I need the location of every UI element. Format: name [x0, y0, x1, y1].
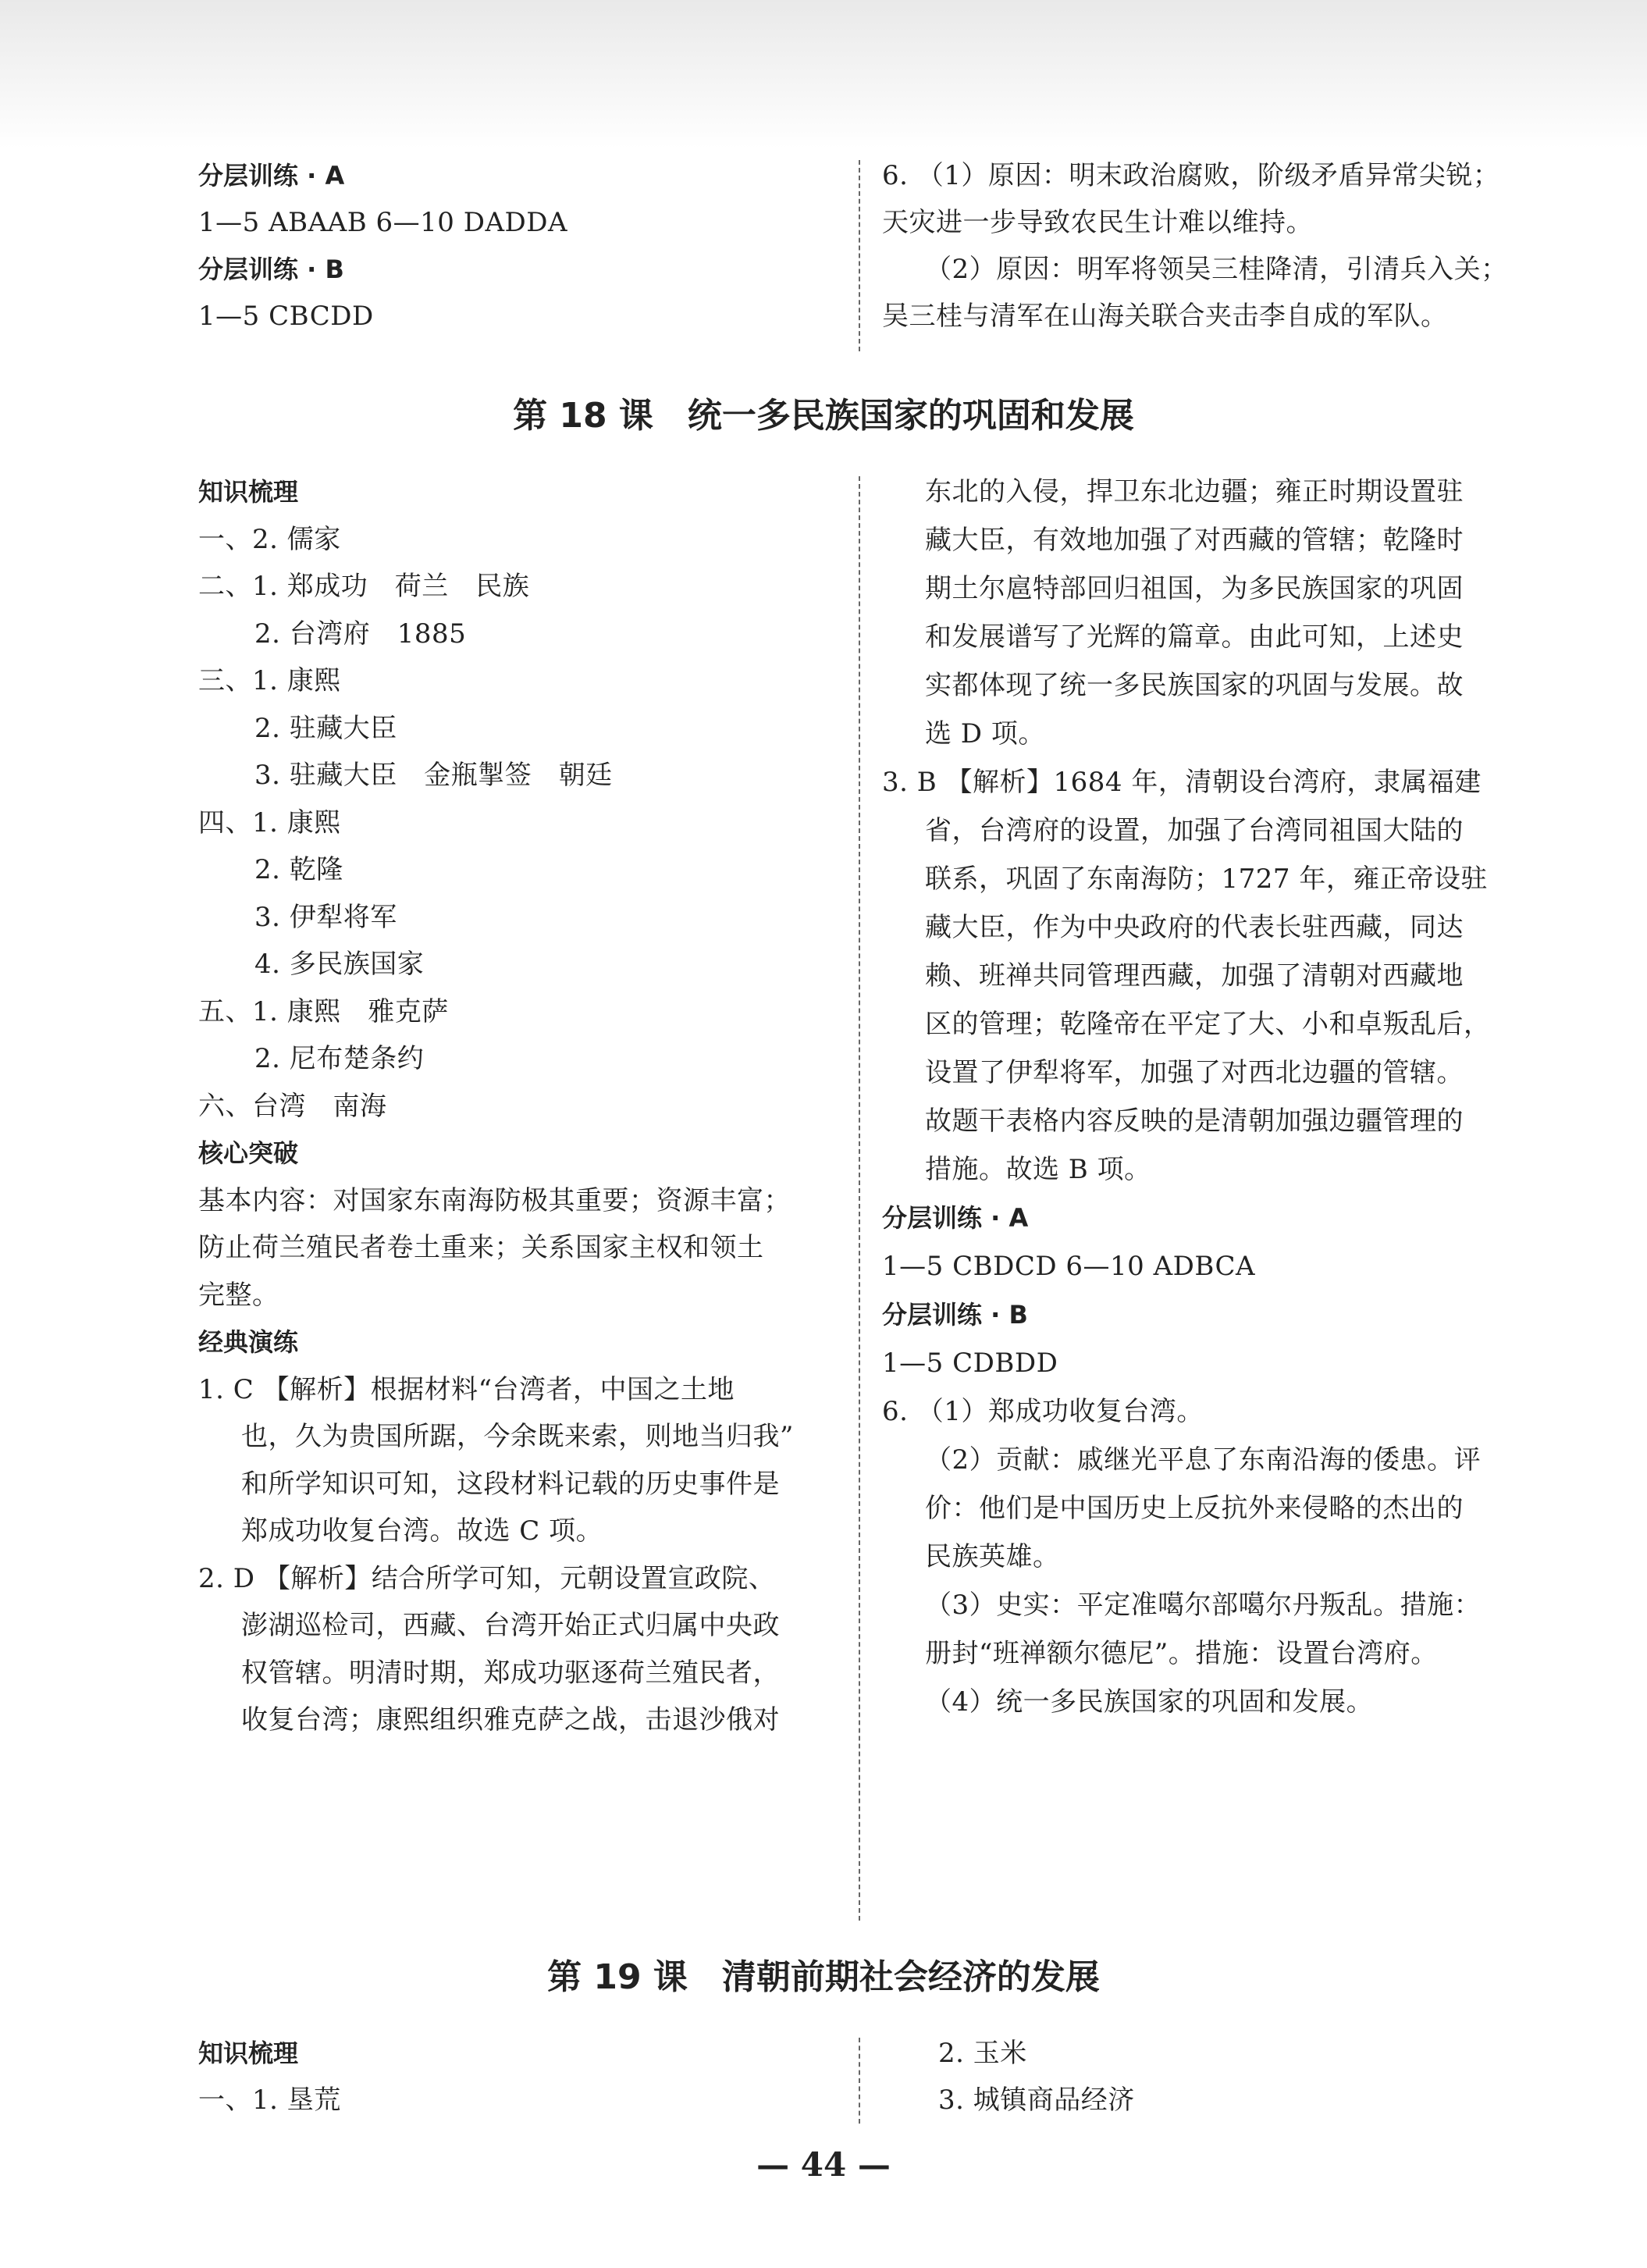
text-line: 区的管理；乾隆帝在平定了大、小和卓叛乱后， [925, 1009, 1491, 1040]
lesson-18-title: 第 18 课 统一多民族国家的巩固和发展 [513, 396, 1134, 436]
column-divider [859, 2038, 860, 2124]
text-line: 2. 乾隆 [254, 854, 343, 885]
text-line: 省，台湾府的设置，加强了台湾同祖国大陆的 [925, 815, 1464, 846]
text-line: 册封“班禅额尔德尼”。措施：设置台湾府。 [925, 1638, 1438, 1669]
text-line: 3. 伊犁将军 [254, 901, 397, 933]
lesson-19-title: 第 19 课 清朝前期社会经济的发展 [547, 1957, 1100, 1997]
section-heading: 分层训练 · A [198, 161, 345, 190]
text-line: 选 D 项。 [925, 718, 1045, 749]
scan-shadow [0, 0, 1647, 148]
text-line: 澎湖巡检司，西藏、台湾开始正式归属中央政 [241, 1610, 780, 1641]
text-line: 和所学知识可知，这段材料记载的历史事件是 [241, 1468, 780, 1500]
text-line: 2. 尼布楚条约 [254, 1043, 425, 1074]
text-line: 1—5 CBDCD 6—10 ADBCA [882, 1251, 1256, 1282]
text-line: 实都体现了统一多民族国家的巩固与发展。故 [925, 670, 1464, 701]
section-heading: 知识梳理 [198, 2038, 299, 2068]
text-line: 天灾进一步导致农民生计难以维持。 [882, 207, 1313, 238]
section-heading: 分层训练 · B [882, 1300, 1028, 1330]
section-heading: 分层训练 · B [198, 255, 344, 284]
text-line: 措施。故选 B 项。 [925, 1154, 1151, 1185]
text-line: 民族英雄。 [925, 1541, 1060, 1572]
page-number: — 44 — [756, 2145, 891, 2184]
text-line: 权管辖。明清时期，郑成功驱逐荷兰殖民者， [241, 1657, 780, 1689]
text-line: 完整。 [198, 1279, 279, 1311]
text-line: 4. 多民族国家 [254, 949, 425, 980]
text-line: 2. D 【解析】结合所学可知，元朝设置宣政院、 [198, 1562, 776, 1594]
text-line: 藏大臣，作为中央政府的代表长驻西藏，同达 [925, 912, 1464, 943]
text-line: 和发展谱写了光辉的篇章。由此可知，上述史 [925, 621, 1464, 653]
text-line: 六、台湾 南海 [198, 1090, 387, 1122]
text-line: 东北的入侵，捍卫东北边疆；雍正时期设置驻 [925, 476, 1464, 507]
text-line: 3. B 【解析】1684 年，清朝设台湾府，隶属福建 [882, 767, 1482, 798]
text-line: 1. C 【解析】根据材料“台湾者，中国之土地 [198, 1373, 735, 1405]
text-line: 二、1. 郑成功 荷兰 民族 [198, 571, 530, 602]
text-line: 1—5 ABAAB 6—10 DADDA [198, 207, 568, 238]
text-line: 期土尔扈特部回归祖国，为多民族国家的巩固 [925, 573, 1464, 604]
text-line: 3. 驻藏大臣 金瓶掣签 朝廷 [254, 760, 613, 791]
text-line: 郑成功收复台湾。故选 C 项。 [241, 1515, 603, 1547]
text-line: 吴三桂与清军在山海关联合夹击李自成的军队。 [882, 301, 1448, 332]
column-divider [859, 160, 860, 351]
section-heading: 经典演练 [198, 1327, 299, 1357]
text-line: 1—5 CBCDD [198, 301, 374, 332]
text-line: （2）原因：明军将领吴三桂降清，引清兵入关； [925, 254, 1508, 285]
text-line: （2）贡献：戚继光平息了东南沿海的倭患。评 [925, 1444, 1482, 1476]
text-line: 2. 驻藏大臣 [254, 712, 397, 744]
text-line: 一、1. 垦荒 [198, 2085, 341, 2116]
text-line: 价：他们是中国历史上反抗外来侵略的杰出的 [925, 1493, 1464, 1524]
text-line: 四、1. 康熙 [198, 806, 341, 838]
text-line: 故题干表格内容反映的是清朝加强边疆管理的 [925, 1106, 1464, 1137]
text-line: 防止荷兰殖民者卷土重来；关系国家主权和领土 [198, 1232, 764, 1263]
column-divider [859, 476, 860, 1921]
text-line: 一、2. 儒家 [198, 523, 341, 555]
text-line: 6. （1）郑成功收复台湾。 [882, 1396, 1204, 1427]
text-line: 赖、班禅共同管理西藏，加强了清朝对西藏地 [925, 960, 1464, 992]
text-line: 五、1. 康熙 雅克萨 [198, 995, 449, 1027]
text-line: 三、1. 康熙 [198, 665, 341, 696]
section-heading: 知识梳理 [198, 477, 299, 507]
text-line: 6. （1）原因：明末政治腐败，阶级矛盾异常尖锐； [882, 160, 1500, 191]
text-line: 藏大臣，有效地加强了对西藏的管辖；乾隆时 [925, 525, 1464, 556]
text-line: 也，久为贵国所踞，今余既来索，则地当归我” [241, 1421, 794, 1452]
text-line: 2. 玉米 [938, 2038, 1027, 2069]
text-line: 3. 城镇商品经济 [938, 2085, 1135, 2116]
section-heading: 分层训练 · A [882, 1203, 1029, 1233]
text-line: （4）统一多民族国家的巩固和发展。 [925, 1686, 1374, 1718]
text-line: 1—5 CDBDD [882, 1348, 1058, 1379]
text-line: 2. 台湾府 1885 [254, 618, 467, 650]
text-line: 设置了伊犁将军，加强了对西北边疆的管辖。 [925, 1057, 1464, 1088]
text-line: （3）史实：平定准噶尔部噶尔丹叛乱。措施： [925, 1590, 1482, 1621]
text-line: 收复台湾；康熙组织雅克萨之战，击退沙俄对 [241, 1704, 780, 1736]
text-line: 联系，巩固了东南海防；1727 年，雍正帝设驻 [925, 863, 1488, 895]
section-heading: 核心突破 [198, 1138, 299, 1168]
text-line: 基本内容：对国家东南海防极其重要；资源丰富； [198, 1184, 791, 1216]
